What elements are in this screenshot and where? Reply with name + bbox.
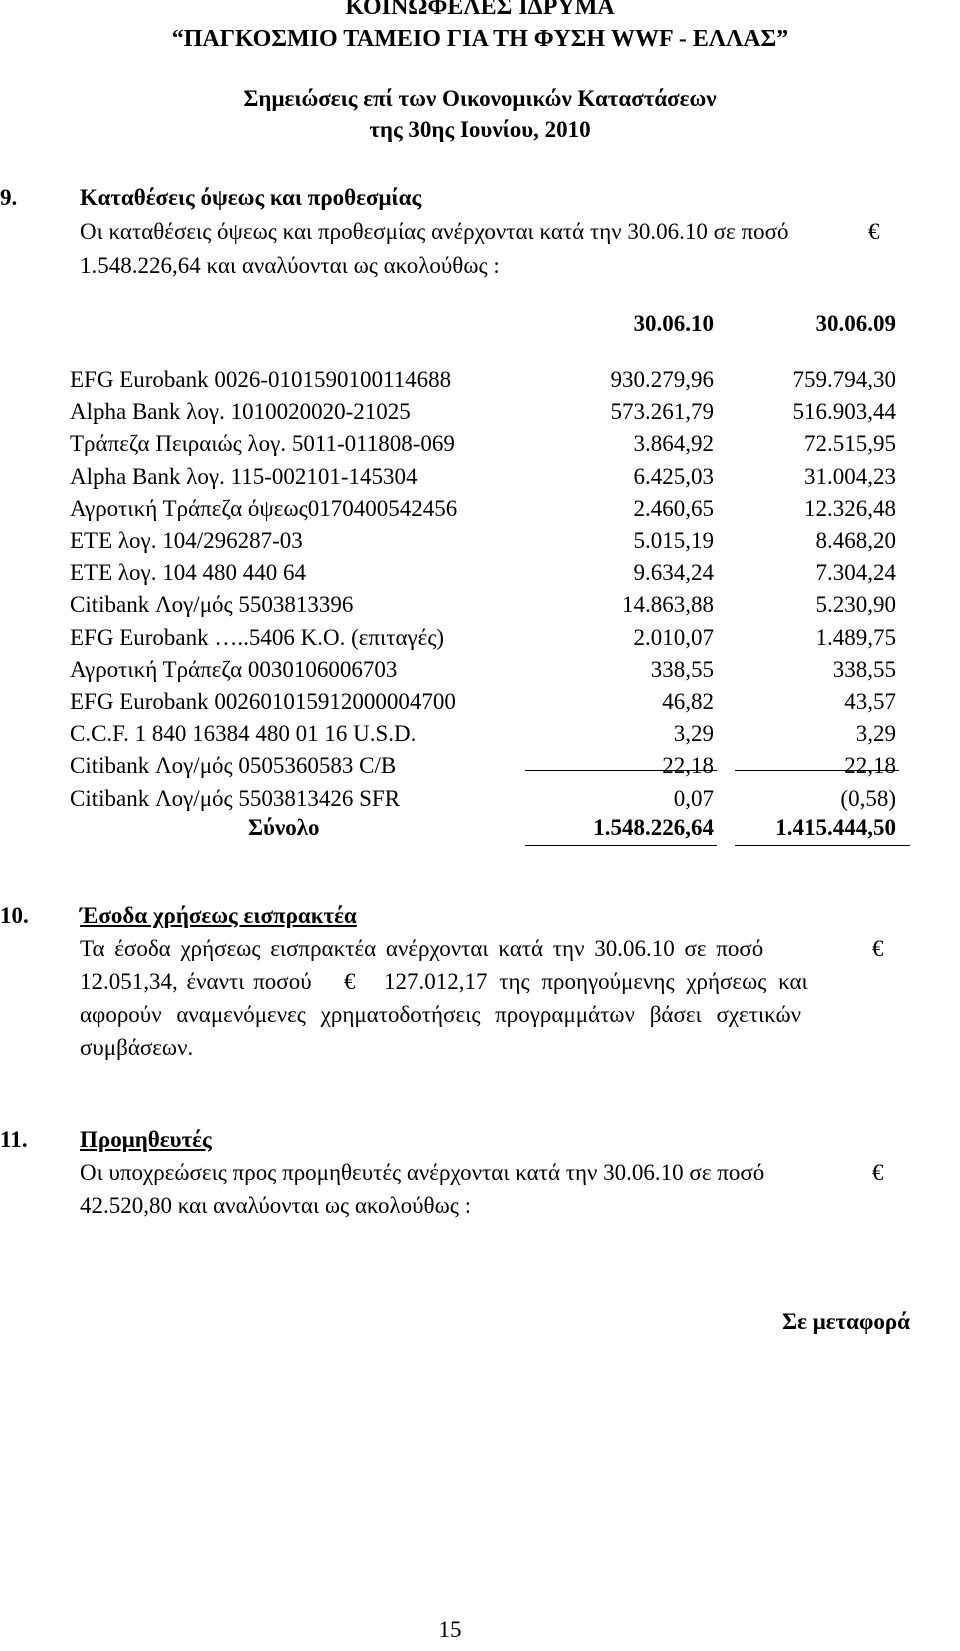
section10-line2a: 12.051,34, έναντι ποσού <box>80 969 312 994</box>
table-row-value-2010: 3,29 <box>673 721 714 746</box>
table-row-label: Τράπεζα Πειραιώς λογ. 5011-011808-069 <box>70 431 455 456</box>
column-header-2010: 30.06.10 <box>633 311 714 336</box>
section11-line2: 42.520,80 και αναλύονται ως ακολούθως : <box>80 1193 471 1218</box>
total-2009: 1.415.444,50 <box>775 815 896 840</box>
section9-intro-line2: 1.548.226,64 και αναλύονται ως ακολούθως : <box>80 253 500 278</box>
table-row-label: EFG Eurobank 0026-0101590100114688 <box>70 367 452 392</box>
section9-intro-line1: Οι καταθέσεις όψεως και προθεσμίας ανέρχονται κατά την 30.06.10 σε ποσό <box>80 219 789 244</box>
table-row-value-2009: 43,57 <box>844 689 896 714</box>
table-row-value-2010: 2.460,65 <box>633 496 714 521</box>
table-row-value-2009: 31.004,23 <box>804 464 896 489</box>
fund-title: “ΠΑΓΚΟΣΜΙΟ ΤΑΜΕΙΟ ΓΙΑ ΤΗ ΦΥΣΗ WWF - ΕΛΛΑΣ” <box>171 26 789 52</box>
table-row-label: Αγροτική Τράπεζα 0030106006703 <box>70 657 398 682</box>
table-row-value-2010: 0,07 <box>673 786 714 811</box>
table-row-label: C.C.F. 1 840 16384 480 01 16 U.S.D. <box>70 721 417 746</box>
table-row-value-2010: 14.863,88 <box>622 592 714 617</box>
section10-line3: αφορούν αναμενόμενες χρηματοδοτήσεις προγραμμάτων βάσει σχετικών <box>80 1002 802 1027</box>
total-rule-2010 <box>525 845 717 846</box>
section10-title: Έσοδα χρήσεως εισπρακτέα <box>80 903 357 928</box>
table-row-value-2010: 6.425,03 <box>633 464 714 489</box>
section10-line2b: 127.012,17 της προηγούμενης χρήσεως και <box>384 969 808 994</box>
section10-number: 10. <box>0 903 29 928</box>
date-line: της 30ης Ιουνίου, 2010 <box>369 117 591 142</box>
section9-number: 9. <box>0 185 18 210</box>
table-row-label: Citibank Λογ/μός 0505360583 C/B <box>70 753 397 778</box>
table-row-value-2010: 5.015,19 <box>633 528 714 553</box>
section10-line1: Τα έσοδα χρήσεως εισπρακτέα ανέρχονται κατά την 30.06.10 σε ποσό <box>80 936 764 961</box>
table-row-value-2010: 22,18 <box>662 753 714 778</box>
total-rule-2009 <box>735 845 910 846</box>
page-number: 15 <box>438 1617 462 1642</box>
table-row-label: Citibank Λογ/μός 5503813396 <box>70 592 354 617</box>
euro-symbol: € <box>344 969 356 994</box>
euro-symbol: € <box>868 219 880 244</box>
table-row-value-2009: 7.304,24 <box>815 560 896 585</box>
section9-title: Καταθέσεις όψεως και προθεσμίας <box>80 185 422 210</box>
section11-title: Προμηθευτές <box>80 1127 212 1152</box>
table-row-label: ΕΤΕ λογ. 104/296287-03 <box>70 528 303 553</box>
section10-line4: συμβάσεων. <box>80 1035 194 1060</box>
org-title: ΚΟΙΝΩΦΕΛΕΣ ΙΔΡΥΜΑ <box>345 0 615 20</box>
table-row-label: Alpha Bank λογ. 115-002101-145304 <box>70 464 418 489</box>
table-row-label: Alpha Bank λογ. 1010020020-21025 <box>70 399 411 424</box>
notes-title: Σημειώσεις επί των Οικονομικών Καταστάσεων <box>243 86 717 111</box>
table-row-label: ΕΤΕ λογ. 104 480 440 64 <box>70 560 306 585</box>
table-row-label: EFG Eurobank …..5406 Κ.Ο. (επιταγές) <box>70 625 445 650</box>
euro-symbol: € <box>872 1160 884 1185</box>
table-row-value-2009: 516.903,44 <box>792 399 896 424</box>
table-row-value-2009: 3,29 <box>855 721 896 746</box>
table-row-value-2009: 8.468,20 <box>815 528 896 553</box>
table-row-value-2009: 759.794,30 <box>792 367 896 392</box>
carry-forward: Σε μεταφορά <box>782 1309 910 1334</box>
table-row-value-2009: 338,55 <box>832 657 896 682</box>
total-label: Σύνολο <box>248 815 320 840</box>
section11-number: 11. <box>0 1127 28 1152</box>
table-row-value-2010: 573.261,79 <box>610 399 714 424</box>
table-row-value-2010: 46,82 <box>662 689 714 714</box>
table-row-value-2010: 930.279,96 <box>610 367 714 392</box>
table-row-label: Citibank Λογ/μός 5503813426 SFR <box>70 786 401 811</box>
table-row-value-2010: 3.864,92 <box>633 431 714 456</box>
table-row-value-2010: 9.634,24 <box>633 560 714 585</box>
subtotal-rule-2009 <box>735 770 899 771</box>
table-row-value-2009: 5.230,90 <box>815 592 896 617</box>
table-row-value-2010: 338,55 <box>650 657 714 682</box>
total-2010: 1.548.226,64 <box>593 815 714 840</box>
column-header-2009: 30.06.09 <box>815 311 896 336</box>
table-row-value-2009: 72.515,95 <box>804 431 896 456</box>
section11-line1: Οι υποχρεώσεις προς προμηθευτές ανέρχονται κατά την 30.06.10 σε ποσό <box>80 1160 765 1185</box>
table-row-value-2010: 2.010,07 <box>633 625 714 650</box>
table-row-value-2009: (0,58) <box>840 786 896 811</box>
euro-symbol: € <box>872 936 884 961</box>
table-row-value-2009: 12.326,48 <box>804 496 896 521</box>
table-row-label: Αγροτική Τράπεζα όψεως0170400542456 <box>70 496 458 521</box>
table-row-label: EFG Eurobank 002601015912000004700 <box>70 689 456 714</box>
subtotal-rule-2010 <box>525 770 717 771</box>
table-row-value-2009: 1.489,75 <box>815 625 896 650</box>
table-row-value-2009: 22,18 <box>844 753 896 778</box>
